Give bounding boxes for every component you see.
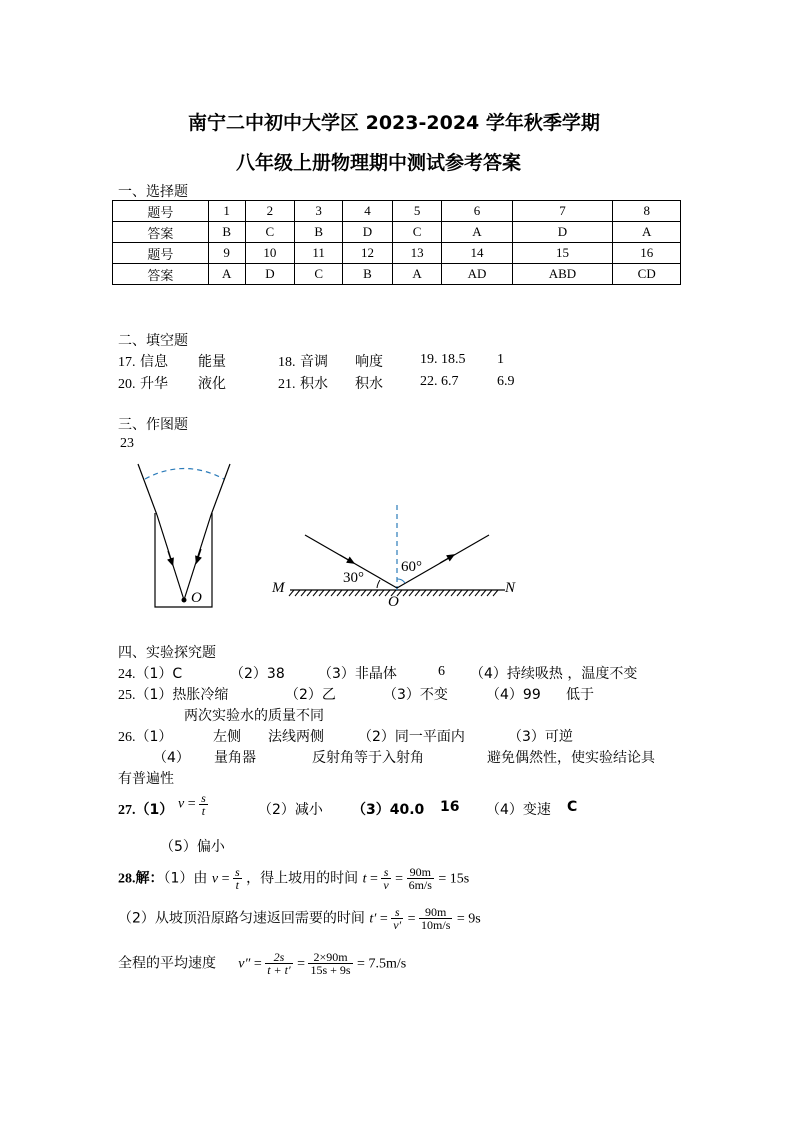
table-cell: B [295, 222, 343, 243]
table-cell: C [392, 222, 442, 243]
label-o-right: O [388, 594, 399, 610]
answer-17: 17. 信息 [118, 354, 168, 370]
hatch-mark [415, 590, 420, 596]
hatch-mark [379, 590, 384, 596]
hatch-mark [421, 590, 426, 596]
section-heading-fill: 二、填空题 [118, 333, 188, 349]
answer-26-4d: 有普遍性 [118, 771, 174, 787]
hatch-mark [289, 590, 294, 596]
hatch-mark [301, 590, 306, 596]
table-cell: D [512, 222, 613, 243]
hatch-mark [373, 590, 378, 596]
table-cell: 13 [392, 243, 442, 264]
hatch-mark [403, 590, 408, 596]
table-cell: A [208, 264, 245, 285]
angle-arc-60 [397, 579, 405, 583]
hatch-mark [457, 590, 462, 596]
table-cell: 11 [295, 243, 343, 264]
label-n: N [505, 580, 516, 596]
hatch-mark [427, 590, 432, 596]
label-angle-60: 60° [401, 559, 422, 575]
answer-26-4b: 反射角等于入射角 [312, 750, 424, 766]
hatch-mark [439, 590, 444, 596]
answer-27: 27.（1） [118, 802, 174, 818]
label-m: M [272, 580, 285, 596]
answer-28-line3: 全程的平均速度 v″ = $\frac{2s}{t + t'}$ = $\frac{2\times 90m}{15s + 9s}$ = 7.5m/s [118, 950, 407, 977]
hatch-mark [349, 590, 354, 596]
figure-left [138, 464, 230, 607]
table-cell: B [208, 222, 245, 243]
hatch-mark [295, 590, 300, 596]
answer-27-3: （3）40.0 [352, 802, 425, 818]
answer-26-4: （4） [153, 750, 190, 766]
hatch-mark [331, 590, 336, 596]
answer-25: 25.（1）热胀冷缩 [118, 687, 229, 703]
answer-24: 24.（1）C [118, 666, 183, 682]
table-cell: C [295, 264, 343, 285]
answer-27-4: （4）变速 [486, 802, 551, 818]
hatch-mark [313, 590, 318, 596]
section-heading-choice: 一、选择题 [118, 184, 188, 200]
dashed-arc [145, 469, 224, 480]
table-cell: 6 [442, 201, 512, 222]
answer-25-4b: 低于 [566, 687, 594, 703]
answer-20b: 液化 [198, 376, 226, 392]
answer-25-4c: 两次实验水的质量不同 [184, 708, 324, 724]
table-cell: AD [442, 264, 512, 285]
answer-25-2: （2）乙 [285, 687, 336, 703]
table-row-header: 题号 [113, 243, 209, 264]
figure-right [289, 505, 505, 596]
answer-19: 19. 18.5 [420, 352, 466, 367]
answer-21: 21. 积水 [278, 376, 328, 392]
answer-24-3b: 6 [438, 664, 445, 679]
hatch-mark [463, 590, 468, 596]
label-angle-30: 30° [343, 570, 364, 586]
point-o-left [182, 598, 187, 603]
table-cell: 5 [392, 201, 442, 222]
answer-18: 18. 音调 [278, 354, 328, 370]
hatch-mark [445, 590, 450, 596]
hatch-mark [319, 590, 324, 596]
table-row-header: 题号 [113, 201, 209, 222]
ray-right-upper [211, 464, 230, 515]
answer-26-1b: 法线两侧 [268, 729, 324, 745]
answer-27-3b: 16 [440, 799, 460, 815]
answer-26-2: （2）同一平面内 [358, 729, 465, 745]
answer-27-4b: C [567, 799, 578, 815]
answer-26-3: （3）可逆 [508, 729, 573, 745]
answer-26-1a: 左侧 [213, 729, 241, 745]
table-cell: 12 [343, 243, 393, 264]
answer-19b: 1 [497, 352, 504, 367]
answer-24-2: （2）38 [230, 666, 285, 682]
hatch-mark [361, 590, 366, 596]
hatch-mark [451, 590, 456, 596]
incident-arrow [340, 555, 352, 562]
answer-26-4a: 量角器 [214, 750, 256, 766]
answer-18b: 响度 [355, 354, 383, 370]
table-cell: 10 [245, 243, 295, 264]
angle-arc-30 [377, 580, 380, 588]
table-cell: 1 [208, 201, 245, 222]
answer-27-5: （5）偏小 [160, 839, 225, 855]
hatch-mark [343, 590, 348, 596]
table-cell: 3 [295, 201, 343, 222]
section-heading-experiment: 四、实验探究题 [118, 645, 216, 661]
table-cell: 7 [512, 201, 613, 222]
answer-27-formula: v = $\frac{s}{t}$ [178, 791, 206, 818]
answer-26-4c: 避免偶然性，使实验结论具 [487, 750, 655, 766]
hatch-mark [493, 590, 498, 596]
answer-24-4: （4）持续吸热 ，温度不变 [470, 666, 638, 682]
answer-21b: 积水 [355, 376, 383, 392]
hatch-mark [355, 590, 360, 596]
hatch-mark [409, 590, 414, 596]
table-cell: B [343, 264, 393, 285]
question-23-label: 23 [120, 436, 134, 451]
table-cell: 2 [245, 201, 295, 222]
hatch-mark [487, 590, 492, 596]
hatch-mark [469, 590, 474, 596]
hatch-mark [367, 590, 372, 596]
answer-26: 26.（1） [118, 729, 173, 745]
table-cell: A [613, 222, 681, 243]
table-cell: 16 [613, 243, 681, 264]
table-cell: 15 [512, 243, 613, 264]
hatch-mark [337, 590, 342, 596]
answer-27-2: （2）减小 [258, 802, 323, 818]
table-cell: 4 [343, 201, 393, 222]
hatch-mark [433, 590, 438, 596]
table-cell: D [245, 264, 295, 285]
table-cell: 8 [613, 201, 681, 222]
answer-20: 20. 升华 [118, 376, 168, 392]
answer-22b: 6.9 [497, 374, 515, 389]
ray-left-arrow [168, 551, 172, 563]
hatch-mark [481, 590, 486, 596]
table-cell: ABD [512, 264, 613, 285]
table-cell: D [343, 222, 393, 243]
hatch-mark [475, 590, 480, 596]
answer-28-line2: （2）从坡顶沿原路匀速返回需要的时间 t′ = $\frac{s}{v'}$ = $\frac{90m}{10m/s}$ = 9s [118, 905, 481, 932]
answer-25-4: （4）99 [486, 687, 541, 703]
answer-25-3: （3）不变 [383, 687, 448, 703]
table-cell: A [442, 222, 512, 243]
ray-right-lower [184, 515, 211, 600]
table-cell: 14 [442, 243, 512, 264]
reflected-arrow [440, 556, 452, 563]
table-cell: C [245, 222, 295, 243]
table-row-header: 答案 [113, 264, 209, 285]
hatch-mark [325, 590, 330, 596]
title-line-1: 南宁二中初中大学区 2023-2024 学年秋季学期 [188, 112, 600, 134]
table-cell: CD [613, 264, 681, 285]
answer-22: 22. 6.7 [420, 374, 459, 389]
answer-17b: 能量 [198, 354, 226, 370]
container-outline [155, 513, 212, 607]
label-o-left: O [191, 590, 202, 606]
answer-24-3: （3）非晶体 [318, 666, 397, 682]
answer-28-line1: 28.解：（1）由 v = $\frac{s}{t}$ ，得上坡用的时间 t = $\frac{s}{v}$ = $\frac{90m}{6m/s}$ = 15s [118, 865, 470, 892]
ray-left-upper [138, 464, 157, 515]
title-line-2: 八年级上册物理期中测试参考答案 [236, 152, 522, 174]
table-row-header: 答案 [113, 222, 209, 243]
hatch-mark [307, 590, 312, 596]
section-heading-drawing: 三、作图题 [118, 417, 188, 433]
table-cell: 9 [208, 243, 245, 264]
table-cell: A [392, 264, 442, 285]
